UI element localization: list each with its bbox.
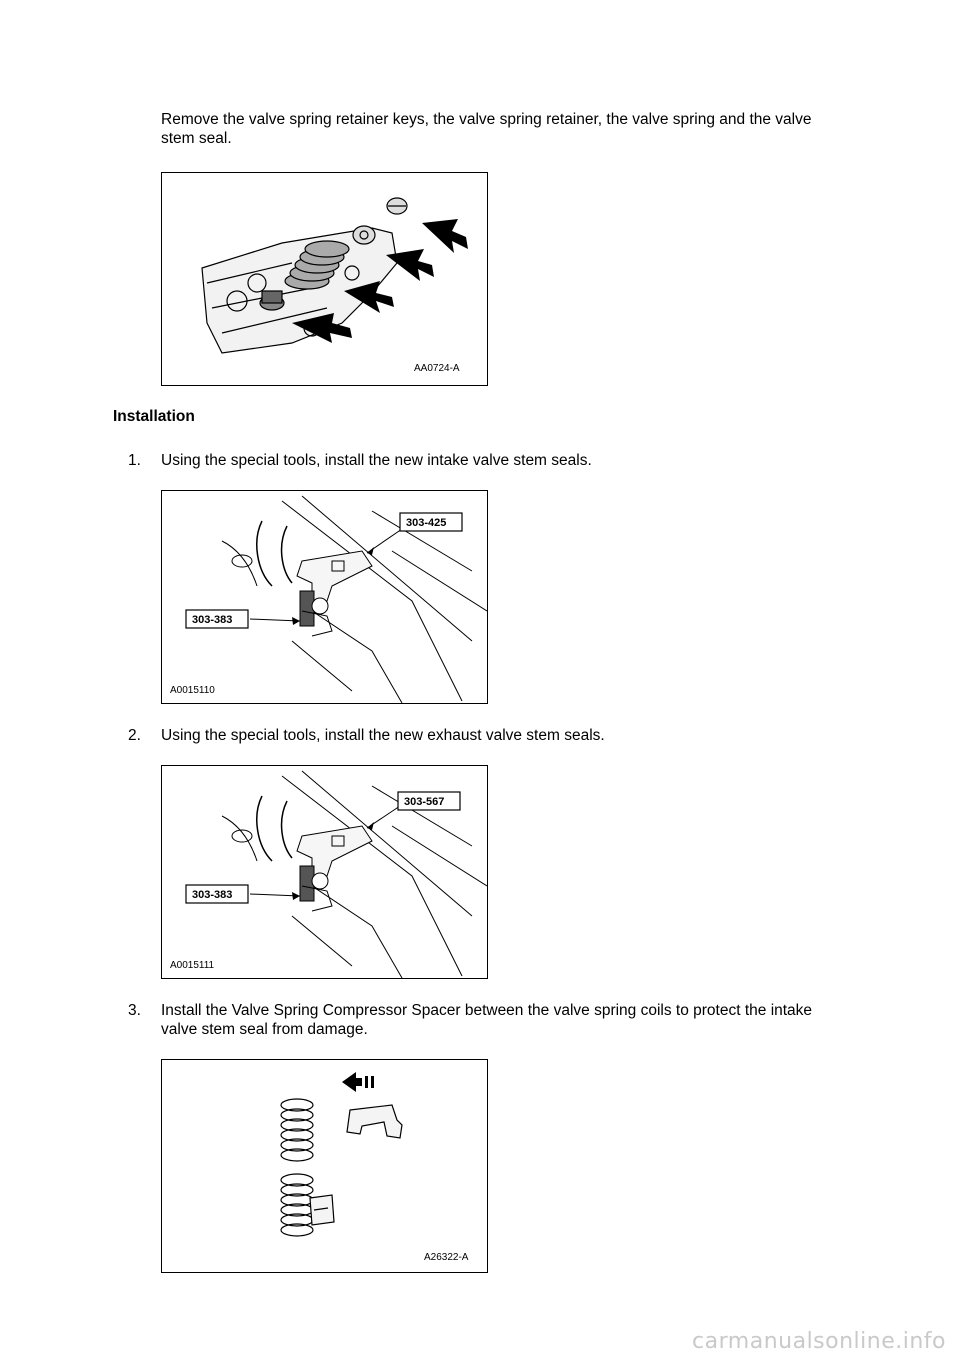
callout-303-383: 303-383 (192, 614, 233, 626)
figure-1-id: AA0724-A (414, 363, 460, 374)
installation-step-2 (128, 726, 888, 746)
installation-step-3 (128, 1001, 888, 1041)
callout-303-567: 303-567 (404, 796, 445, 808)
figure-spring-spacer (161, 1059, 488, 1273)
step-text-line-1: Install the Valve Spring Compressor Spacer between the valve spring coils to protect the intake (161, 1002, 813, 1019)
step-number: 2. (128, 727, 141, 744)
intro-line-2: stem seal. (161, 130, 232, 147)
figure-4-id: A26322-A (424, 1252, 469, 1263)
intro-line-1: Remove the valve spring retainer keys, the valve spring retainer, the valve spring and the valve (161, 111, 812, 128)
callout-303-425: 303-425 (406, 517, 447, 529)
figure-3-id: A0015111 (170, 960, 215, 971)
figure-exhaust-seal-install (161, 765, 488, 979)
step-number: 3. (128, 1002, 141, 1019)
section-heading-installation: Installation (113, 408, 195, 425)
step-text (161, 1001, 861, 1039)
step-text: Using the special tools, install the new exhaust valve stem seals. (161, 727, 605, 744)
step-number: 1. (128, 452, 141, 469)
callout-303-383: 303-383 (192, 889, 233, 901)
figure-intake-seal-install (161, 490, 488, 704)
step-text-line-2: valve stem seal from damage. (161, 1021, 368, 1038)
installation-step-1 (128, 451, 888, 471)
step-text: Using the special tools, install the new intake valve stem seals. (161, 452, 592, 469)
figure-2-id: A0015110 (170, 685, 215, 696)
figure-valve-spring-removal (161, 172, 488, 386)
watermark-footer: carmanualsonline.info (692, 1329, 946, 1354)
intro-paragraph (161, 110, 861, 148)
